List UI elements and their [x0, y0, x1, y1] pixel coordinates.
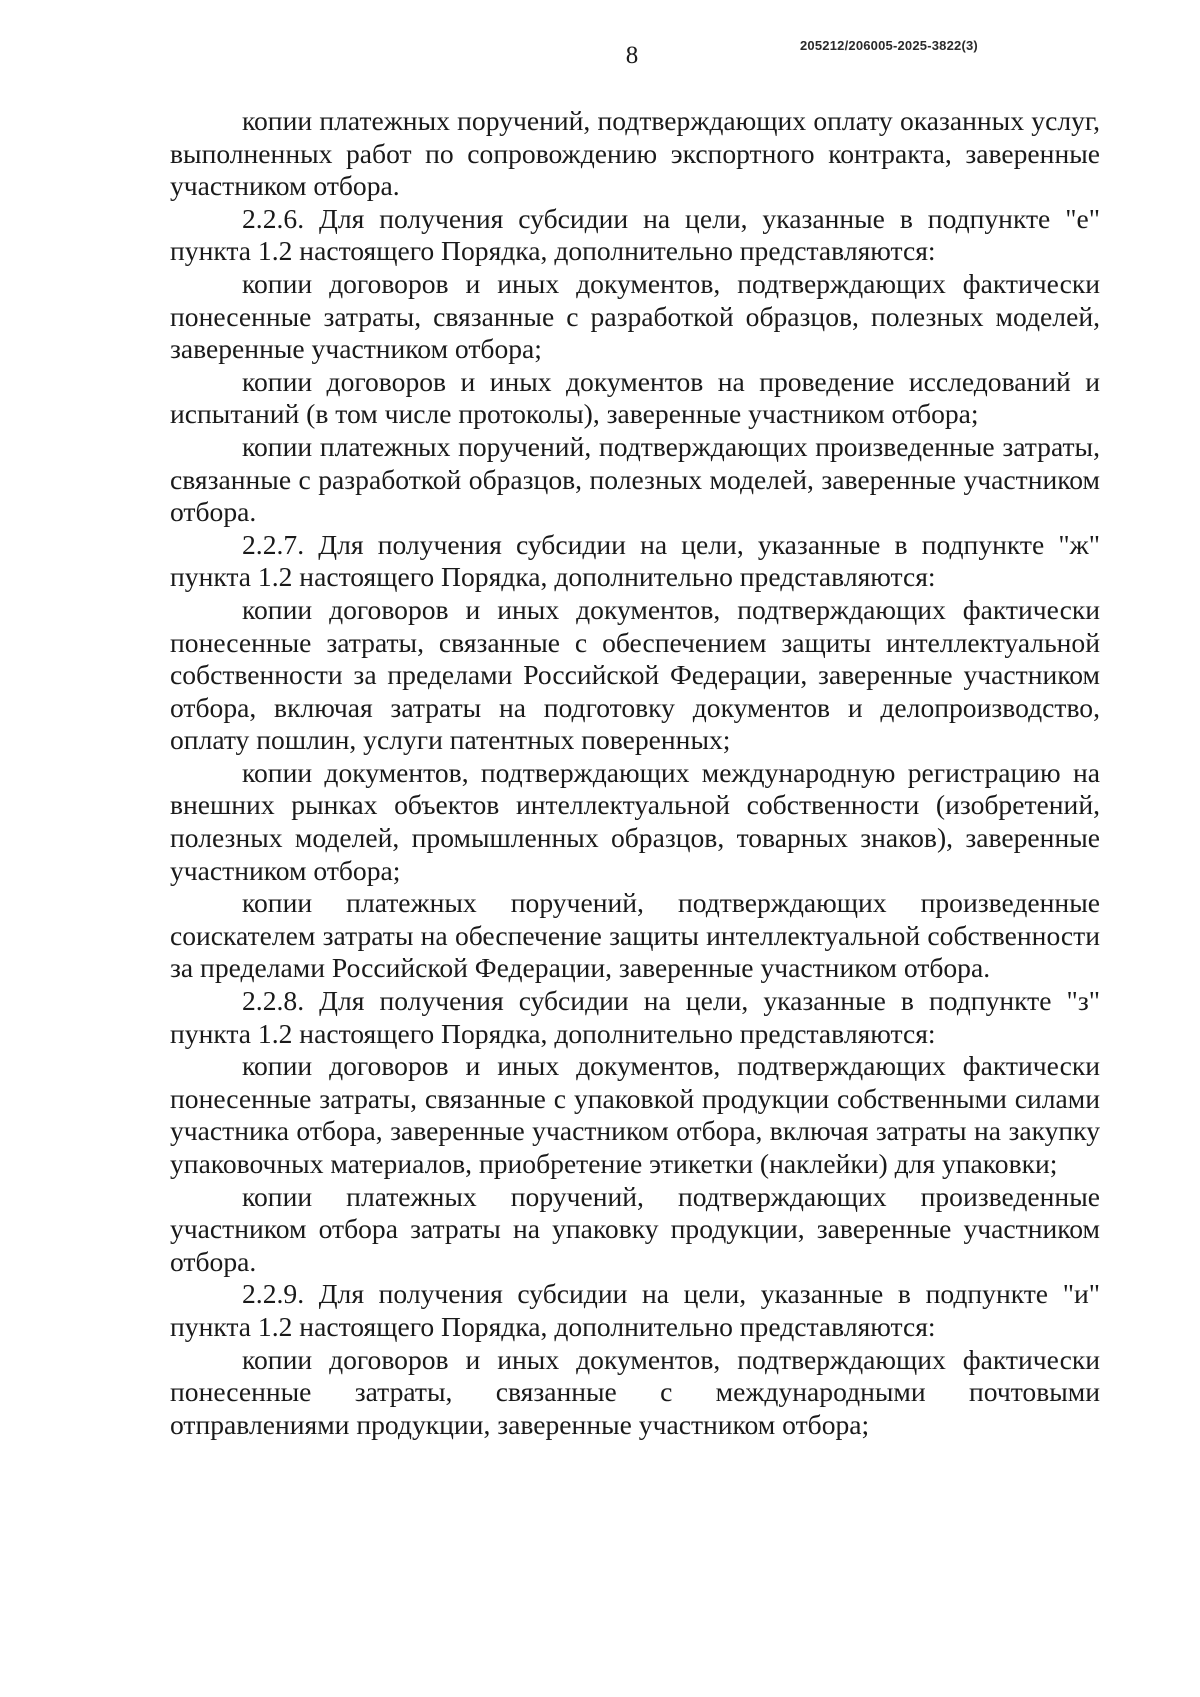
paragraph-payment-orders-packaging: копии платежных поручений, подтверждающих произведенные участником отбора затраты на упаковку продукции, заверенные участником отбора. [170, 1180, 1100, 1277]
paragraph-payment-orders-samples: копии платежных поручений, подтверждающих произведенные затраты, связанные с разработкой образцов, полезных моделей, заверенные участником отбора. [170, 430, 1100, 528]
paragraph-contracts-research: копии договоров и иных документов на проведение исследований и испытаний (в том числе протоколы), заверенные участником отбора; [170, 365, 1100, 430]
document-id: 205212/206005-2025-3822(3) [800, 38, 978, 53]
clause-2-2-6: 2.2.6. Для получения субсидии на цели, указанные в подпункте "е" пункта 1.2 настоящего Порядка, дополнительно представляются: [170, 202, 1100, 267]
paragraph-international-registration: копии документов, подтверждающих международную регистрацию на внешних рынках объектов интеллектуальной собственности (изобретений, полезных моделей, промышленных образцов, товарных знаков), заверенные участником отбора; [170, 756, 1100, 886]
page-number: 8 [625, 42, 639, 69]
paragraph-payment-orders-ip: копии платежных поручений, подтверждающих произведенные соискателем затраты на обеспечение защиты интеллектуальной собственности за пределами Российской Федерации, заверенные участником отбора. [170, 887, 1100, 984]
paragraph-contracts-samples: копии договоров и иных документов, подтверждающих фактически понесенные затраты, связанные с разработкой образцов, полезных моделей, заверенные участником отбора; [170, 267, 1100, 365]
paragraph-payment-orders-export: копии платежных поручений, подтверждающих оплату оказанных услуг, выполненных работ по сопровождению экспортного контракта, заверенные участником отбора. [170, 105, 1100, 202]
paragraph-contracts-packaging: копии договоров и иных документов, подтверждающих фактически понесенные затраты, связанные с упаковкой продукции собственными силами участника отбора, заверенные участником отбора, включая затраты на закупку упаковочных материалов, приобретение этикетки (наклейки) для упаковки; [170, 1050, 1100, 1179]
clause-2-2-7: 2.2.7. Для получения субсидии на цели, указанные в подпункте "ж" пункта 1.2 настоящего Порядка, дополнительно представляются: [170, 528, 1100, 593]
paragraph-contracts-postal: копии договоров и иных документов, подтверждающих фактически понесенные затраты, связанные с международными почтовыми отправлениями продукции, заверенные участником отбора; [170, 1343, 1100, 1440]
document-body [170, 105, 1100, 1441]
paragraph-contracts-ip-protection: копии договоров и иных документов, подтверждающих фактически понесенные затраты, связанные с обеспечением защиты интеллектуальной собственности за пределами Российской Федерации, заверенные участником отбора, включая затраты на подготовку документов и делопроизводство, оплату пошлин, услуги патентных поверенных; [170, 593, 1100, 756]
clause-2-2-9: 2.2.9. Для получения субсидии на цели, указанные в подпункте "и" пункта 1.2 настоящего Порядка, дополнительно представляются: [170, 1278, 1100, 1342]
clause-2-2-8: 2.2.8. Для получения субсидии на цели, указанные в подпункте "з" пункта 1.2 настоящего Порядка, дополнительно представляются: [170, 985, 1100, 1049]
